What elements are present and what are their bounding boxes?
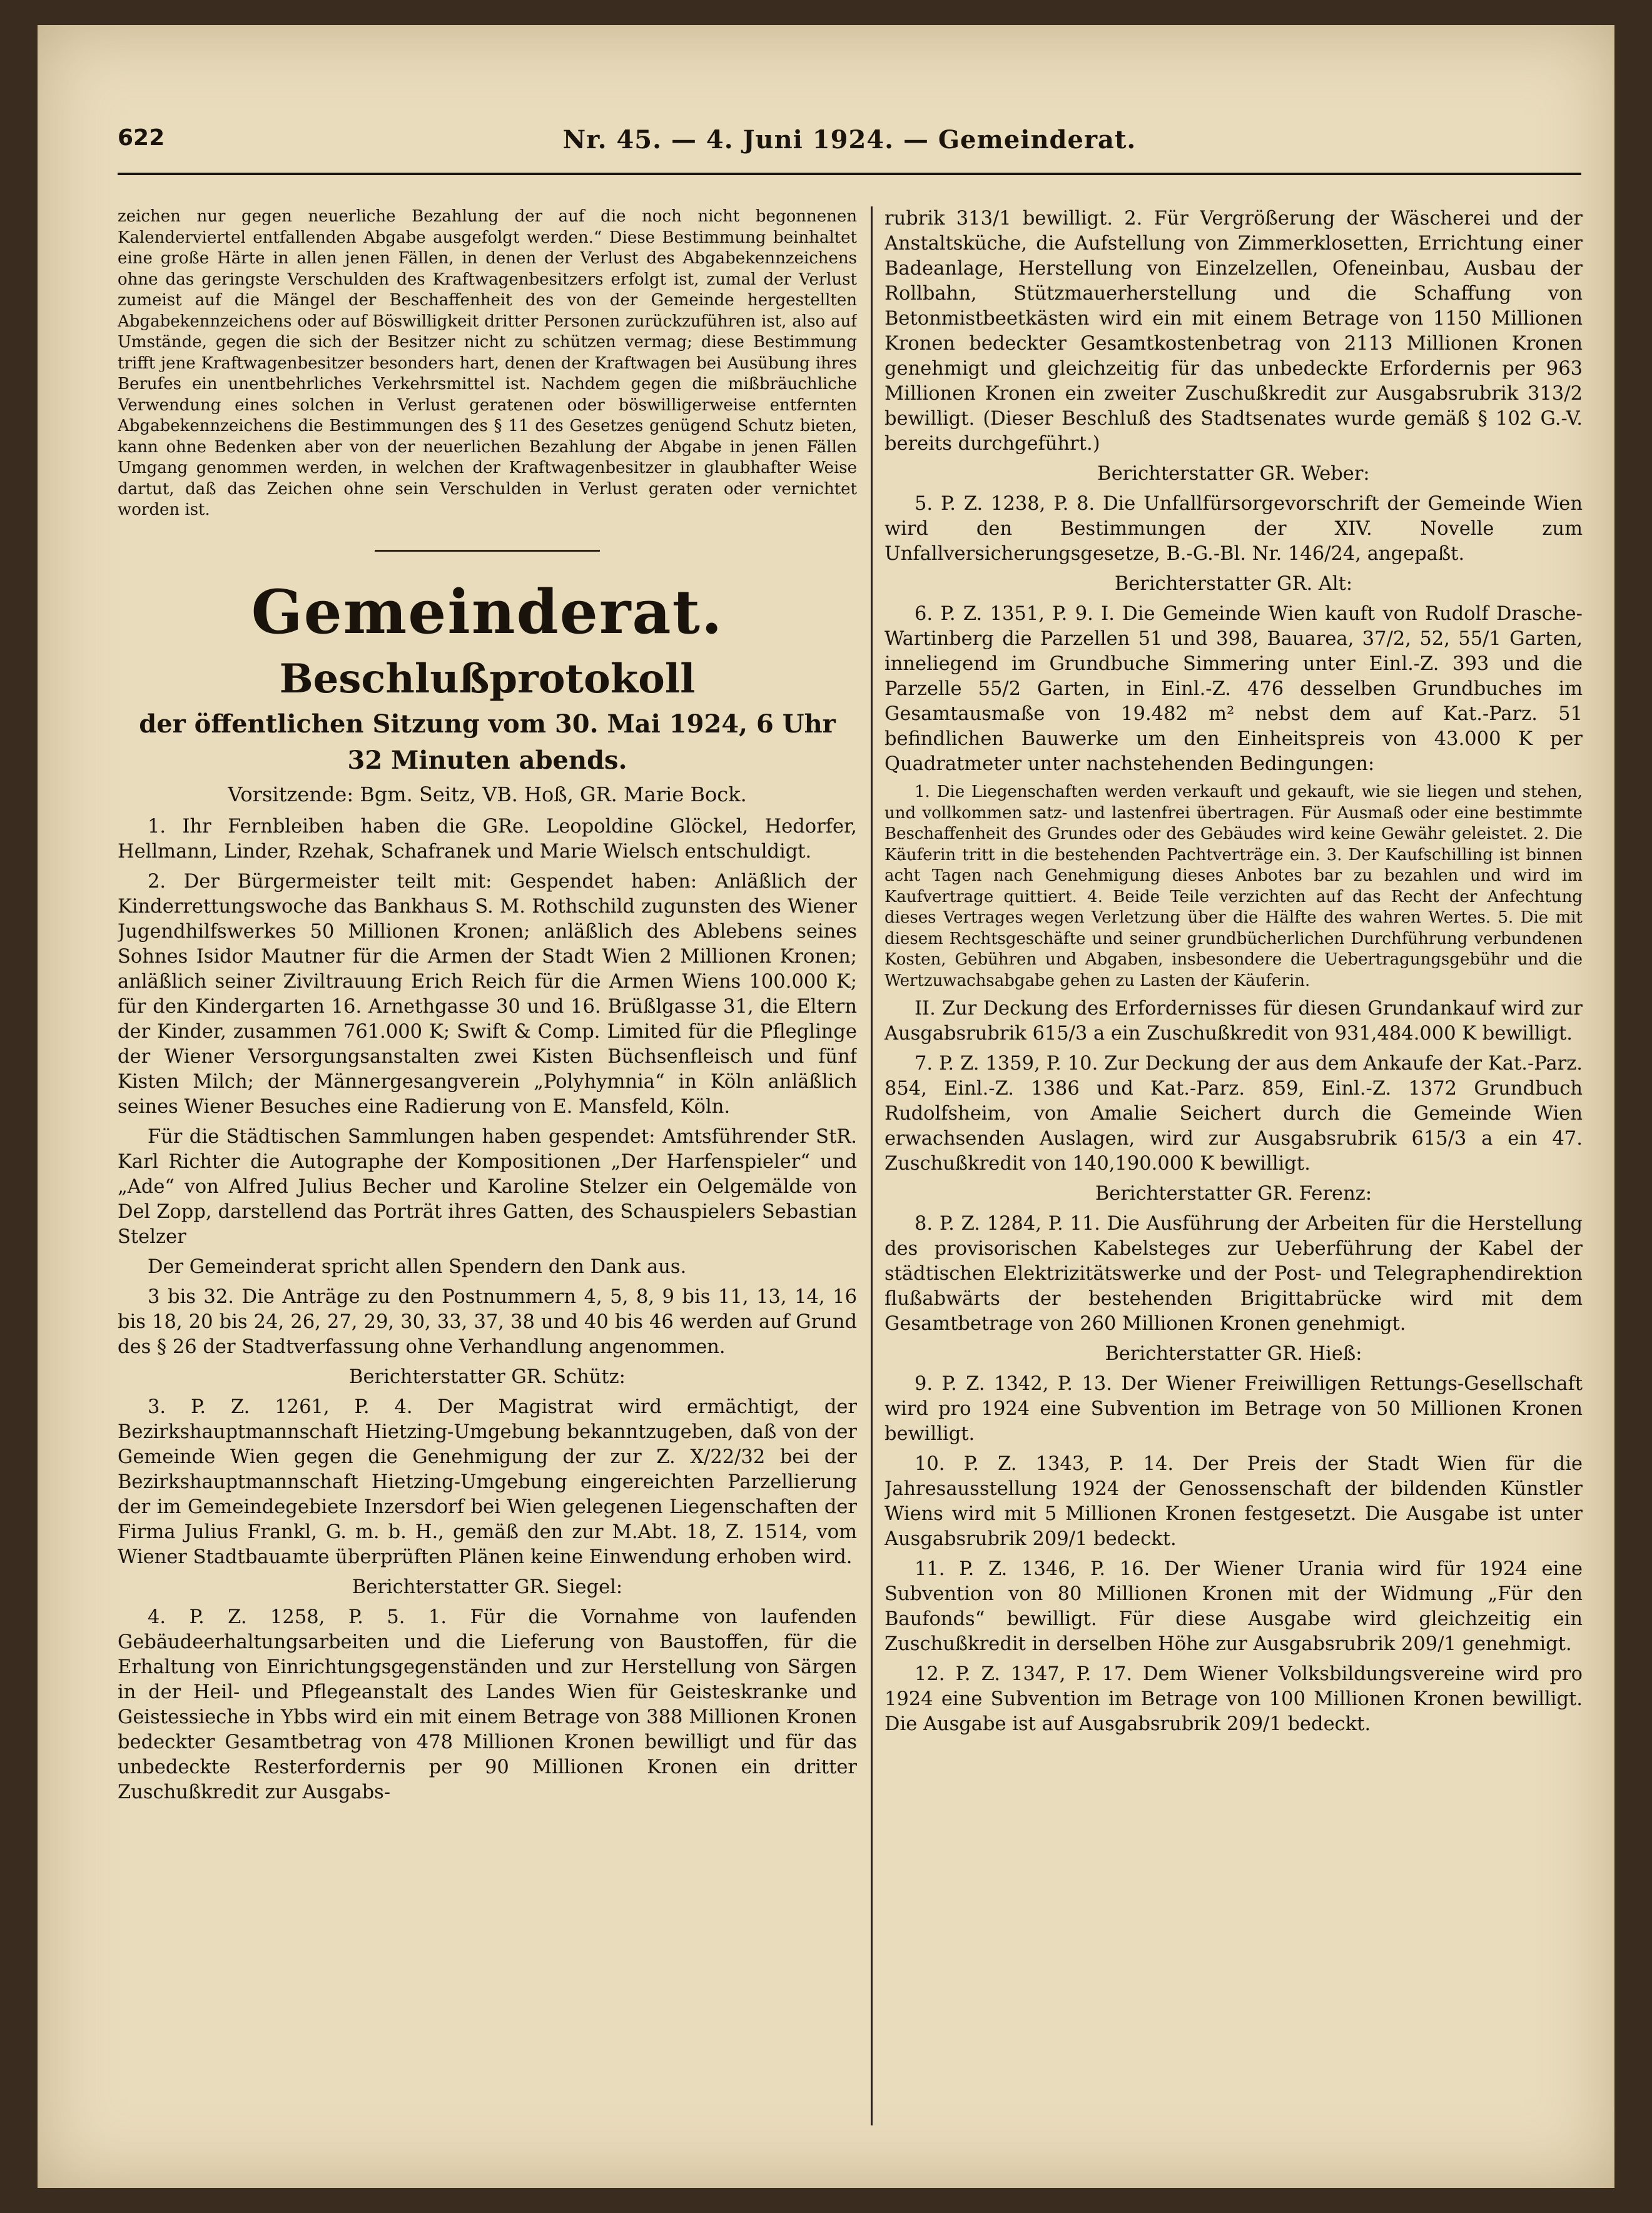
right-column [884, 206, 1583, 2125]
item-1: 1. Ihr Fernbleiben haben die GRe. Leopoldine Glöckel, Hedorfer, Hellmann, Linder, Rzehak, Schafranek und Marie Wielsch entschuldigt. [118, 815, 857, 863]
section-masthead: Gemeinderat. [251, 576, 724, 647]
item-5: 5. P. Z. 1238, P. 8. Die Unfallfürsorgevorschrift der Gemeinde Wien wird den Bestimmungen der XIV. Novelle zum Unfallversicherungsgesetze, B.-G.-Bl. Nr. 146/24, angepaßt. [884, 493, 1583, 565]
item-3: 3. P. Z. 1261, P. 4. Der Magistrat wird ermächtigt, der Bezirkshauptmannschaft Hietzing-Umgebung bekanntzugeben, daß von der Gemeinde Wien gegen die Genehmigung der zur Z. X/22/32 bei der Bezirkshauptmannschaft Hietzing-Umgebung eingereichten Parzellierung der im Gemeindegebiete Inzersdorf bei Wien gelegenen Liegenschaften der Firma Julius Frankl, G. m. b. H., gemäß den zur M.Abt. 18, Z. 1514, vom Wiener Stadtbauamte überprüften Plänen keine Einwendung erhoben wird. [118, 1395, 857, 1568]
item-2: 2. Der Bürgermeister teilt mit: Gespendet haben: Anläßlich der Kinderrettungswoche das Bankhaus S. M. Rothschild zugunsten des Wiener Jugendhilfswerkes 50 Millionen Kronen; anläßlich des Ablebens seines Sohnes Isidor Mautner für die Armen der Stadt Wien 2 Millionen Kronen; anläßlich seiner Ziviltrauung Erich Reich für die Armen Wiens 100.000 K; für den Kindergarten 16. Arnethgasse 30 und 16. Brüßlgasse 31, die Eltern der Kinder, zusammen 761.000 K; Swift & Comp. Limited für die Pfleglinge der Wiener Versorgungsanstalten zwei Kisten Büchsenfleisch und fünf Kisten Milch; der Männergesangverein „Polyhymnia“ in Köln anläßlich seines Wiener Besuches eine Radierung von E. Mansfeld, Köln. [118, 870, 857, 1118]
rapporteur-weber: Berichterstatter GR. Weber: [1097, 463, 1370, 485]
item-9: 9. P. Z. 1342, P. 13. Der Wiener Freiwilligen Rettungs-Gesellschaft wird pro 1924 eine Subvention im Betrage von 50 Millionen Kronen bewilligt. [884, 1373, 1583, 1445]
items-3-to-32: 3 bis 32. Die Anträge zu den Postnummern 4, 5, 8, 9 bis 11, 13, 14, 16 bis 18, 20 bis 24, 26, 27, 29, 30, 33, 37, 38 und 40 bis 46 werden auf Grund des § 26 der Stadtverfassung ohne Verhandlung angenommen. [118, 1285, 857, 1358]
item-8: 8. P. Z. 1284, P. 11. Die Ausführung der Arbeiten für die Herstellung des provisorischen Kabelsteges zur Ueberführung der Kabel der städtischen Elektrizitätswerke und der Post- und Telegraphendirektion flußabwärts der bestehenden Brigittabrücke wird mit dem Gesamtbetrage von 260 Millionen Kronen genehmigt. [884, 1213, 1583, 1335]
item-12: 12. P. Z. 1347, P. 17. Dem Wiener Volksbildungsvereine wird pro 1924 eine Subvention im Betrage von 100 Millionen Kronen bewilligt. Die Ausgabe ist auf Ausgabsrubrik 209/1 bedeckt. [884, 1663, 1583, 1735]
rapporteur-alt: Berichterstatter GR. Alt: [1114, 573, 1353, 595]
item-11: 11. P. Z. 1346, P. 16. Der Wiener Urania wird für 1924 eine Subvention von 80 Millionen Kronen mit der Widmung „Für den Baufonds“ bewilligt. Für diese Ausgabe wird gleichzeitig ein Zuschußkredit in derselben Höhe zur Ausgabsrubrik 209/1 genehmigt. [884, 1558, 1583, 1655]
item-4-continued: rubrik 313/1 bewilligt. 2. Für Vergrößerung der Wäscherei und der Anstaltsküche, die Aufstellung von Zimmerklosetten, Errichtung einer Badeanlage, Herstellung von Einzelzellen, Ofeneinbau, Ausbau der Rollbahn, Stützmauerherstellung und die Schaffung von Betonmistbeetkästen wird ein mit einem Betrage von 1150 Millionen Kronen bedeckter Gesamtkostenbetrag von 2113 Millionen Kronen genehmigt und gleichzeitig für das unbedeckte Erfordernis per 963 Millionen Kronen ein zweiter Zuschußkredit zur Ausgabsrubrik 313/2 bewilligt. (Dieser Beschluß des Stadtsenates wurde gemäß § 102 G.-V. bereits durchgeführt.) [884, 208, 1583, 455]
intro-paragraph: zeichen nur gegen neuerliche Bezahlung der auf die noch nicht begonnenen Kalenderviertel entfallenden Abgabe ausgefolgt werden.“ Diese Bestimmung beinhaltet eine große Härte in allen jenen Fällen, in denen der Verlust des Abgabekennzeichens ohne das geringste Verschulden des Kraftwagenbesitzers erfolgt ist, zumal der Verlust zumeist auf die Mängel der Beschaffenheit des von der Gemeinde hergestellten Abgabekennzeichens oder auf Böswilligkeit dritter Personen zurückzuführen ist, also auf Umstände, gegen die sich der Besitzer nicht zu schützen vermag; diese Bestimmung trifft jene Kraftwagenbesitzer besonders hart, denen der Kraftwagen bei Ausübung ihres Berufes ein unentbehrliches Verkehrsmittel ist. Nachdem gegen die mißbräuchliche Verwendung eines solchen in Verlust geratenen oder böswilligerweise entfernten Abgabekennzeichens die Bestimmungen des § 11 des Gesetzes genügend Schutz bieten, kann ohne Bedenken aber von der neuerlichen Bezahlung der Abgabe in jenen Fällen Umgang genommen werden, in welchen der Kraftwagenbesitzer in glaubhafter Weise dartut, daß das Zeichen ohne sein Verschulden in Verlust geraten oder vernichtet worden ist. [118, 207, 857, 519]
running-head [118, 125, 1581, 163]
newspaper-page [38, 25, 1614, 2188]
item-10: 10. P. Z. 1343, P. 14. Der Preis der Stadt Wien für die Jahresausstellung 1924 der Genossenschaft der bildenden Künstler Wiens wird mit 5 Millionen Kronen festgesetzt. Die Ausgabe ist unter Ausgabsrubrik 209/1 bedeckt. [884, 1453, 1583, 1550]
running-title: Nr. 45. — 4. Juni 1924. — Gemeinderat. [562, 125, 1137, 154]
rapporteur-hiess: Berichterstatter GR. Hieß: [1105, 1343, 1362, 1365]
rapporteur-siegel: Berichterstatter GR. Siegel: [352, 1576, 623, 1598]
item-6-part-2: II. Zur Deckung des Erfordernisses für diesen Grundankauf wird zur Ausgabsrubrik 615/3 a ein Zuschußkredit von 931,484.000 K bewilligt. [884, 998, 1583, 1045]
sale-conditions: 1. Die Liegenschaften werden verkauft und gekauft, wie sie liegen und stehen, und vollkommen satz- und lastenfrei übertragen. Für Ausmaß oder eine bestimmte Beschaffenheit des Grundes oder des Gebäudes wird keine Gewähr geleistet. 2. Die Käuferin tritt in die bestehenden Pachtverträge ein. 3. Der Kaufschilling ist binnen acht Tagen nach Genehmigung dieses Anbotes bar zu bezahlen und wird im Kaufvertrage quittiert. 4. Beide Teile verzichten auf das Recht der Anfechtung dieses Vertrages wegen Verletzung über die Hälfte des wahren Wertes. 5. Die mit diesem Rechtsgeschäfte und seiner grundbücherlichen Durchführung verbundenen Kosten, Gebühren und Abgaben, insbesondere die Uebertragungsgebühr und die Wertzuwachsabgabe gehen zu Lasten der Käuferin. [884, 782, 1583, 990]
rapporteur-ferenz: Berichterstatter GR. Ferenz: [1095, 1183, 1372, 1205]
left-column [118, 206, 857, 2125]
column-divider [871, 206, 873, 2125]
collections-paragraph: Für die Städtischen Sammlungen haben gespendet: Amtsführender StR. Karl Richter die Autographe der Kompositionen „Der Harfenspieler“ und „Ade“ von Alfred Julius Becher und Karoline Stelzer ein Oelgemälde von Del Zopp, darstellend das Porträt ihres Gatten, des Schauspielers Sebastian Stelzer [118, 1125, 857, 1248]
thanks-paragraph: Der Gemeinderat spricht allen Spendern den Dank aus. [148, 1255, 687, 1278]
item-4: 4. P. Z. 1258, P. 5. 1. Für die Vornahme von laufenden Gebäudeerhaltungsarbeiten und die Lieferung von Baustoffen, für die Erhaltung von Einrichtungsgegenständen und zur Herstellung von Särgen in der Heil- und Pflegeanstalt des Landes Wien für Geisteskranke und Geistessieche in Ybbs wird ein mit einem Betrage von 388 Millionen Kronen bedeckter Gesamtbetrag von 478 Millionen Kronen bewilligt und für das unbedeckte Resterfordernis per 90 Millionen Kronen ein dritter Zuschußkredit zur Ausgabs- [118, 1606, 857, 1803]
item-7: 7. P. Z. 1359, P. 10. Zur Deckung der aus dem Ankaufe der Kat.-Parz. 854, Einl.-Z. 1386 und Kat.-Parz. 859, Einl.-Z. 1372 Grundbuch Rudolfsheim, von Amalie Seichert durch die Gemeinde Wien erwachsenden Auslagen, wird zur Ausgabsrubrik 615/3 a ein 47. Zuschußkredit von 140,190.000 K bewilligt. [884, 1053, 1583, 1175]
session-line-1: der öffentlichen Sitzung vom 30. Mai 1924, 6 Uhr [139, 709, 836, 739]
session-line-2: 32 Minuten abends. [347, 745, 627, 775]
chairs-line: Vorsitzende: Bgm. Seitz, VB. Hoß, GR. Marie Bock. [228, 782, 747, 806]
header-rule [118, 173, 1581, 175]
item-6: 6. P. Z. 1351, P. 9. I. Die Gemeinde Wien kauft von Rudolf Drasche-Wartinberg die Parzellen 51 und 398, Bauarea, 37/2, 52, 55/1 Garten, inneliegend im Grundbuche Simmering unter Einl.-Z. 393 und die Parzelle 55/2 Garten, in Einl.-Z. 476 desselben Grundbuches im Gesamtausmaße von 19.482 m² nebst dem auf Kat.-Parz. 51 befindlichen Bauwerke um den Einheitspreis von 43.000 K per Quadratmeter unter nachstehenden Bedingungen: [884, 603, 1583, 775]
rapporteur-schuetz: Berichterstatter GR. Schütz: [349, 1365, 626, 1388]
page-number: 622 [118, 125, 165, 151]
protocol-subhead: Beschlußprotokoll [279, 655, 696, 702]
section-divider [375, 550, 600, 552]
